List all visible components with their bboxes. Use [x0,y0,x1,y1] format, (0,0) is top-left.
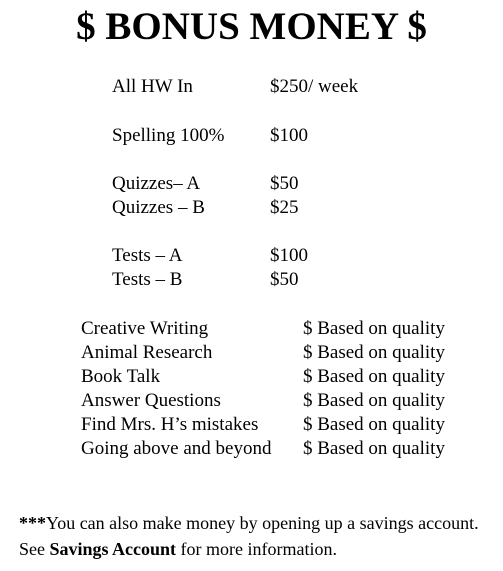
quality-label: Animal Research [81,342,213,363]
reward-amount: $25 [270,197,299,218]
reward-label: All HW In [112,76,193,97]
reward-amount: $100 [270,125,308,146]
reward-label: Tests – A [112,245,183,266]
reward-amount: $50 [270,173,299,194]
reward-amount: $50 [270,269,299,290]
quality-amount: $ Based on quality [303,366,445,387]
page-title: $ BONUS MONEY $ [76,5,427,48]
savings-note [19,510,489,562]
reward-label: Quizzes– A [112,173,201,194]
note-text-end: for more information. [176,539,337,559]
reward-label: Spelling 100% [112,125,225,146]
quality-amount: $ Based on quality [303,438,445,459]
quality-amount: $ Based on quality [303,342,445,363]
reward-amount: $250/ week [270,76,359,97]
quality-label: Book Talk [81,366,161,387]
savings-account-reference: Savings Account [49,539,177,559]
quality-label: Answer Questions [81,390,221,411]
quality-label: Creative Writing [81,318,209,339]
note-prefix: *** [19,513,46,533]
reward-label: Tests – B [112,269,183,290]
reward-label: Quizzes – B [112,197,205,218]
quality-label: Find Mrs. H’s mistakes [81,414,259,435]
quality-amount: $ Based on quality [303,414,445,435]
quality-amount: $ Based on quality [303,390,445,411]
note-text-start: You can also make money by opening up a savings account. See [19,513,479,559]
quality-amount: $ Based on quality [303,318,445,339]
quality-label: Going above and beyond [81,438,272,459]
reward-amount: $100 [270,245,308,266]
